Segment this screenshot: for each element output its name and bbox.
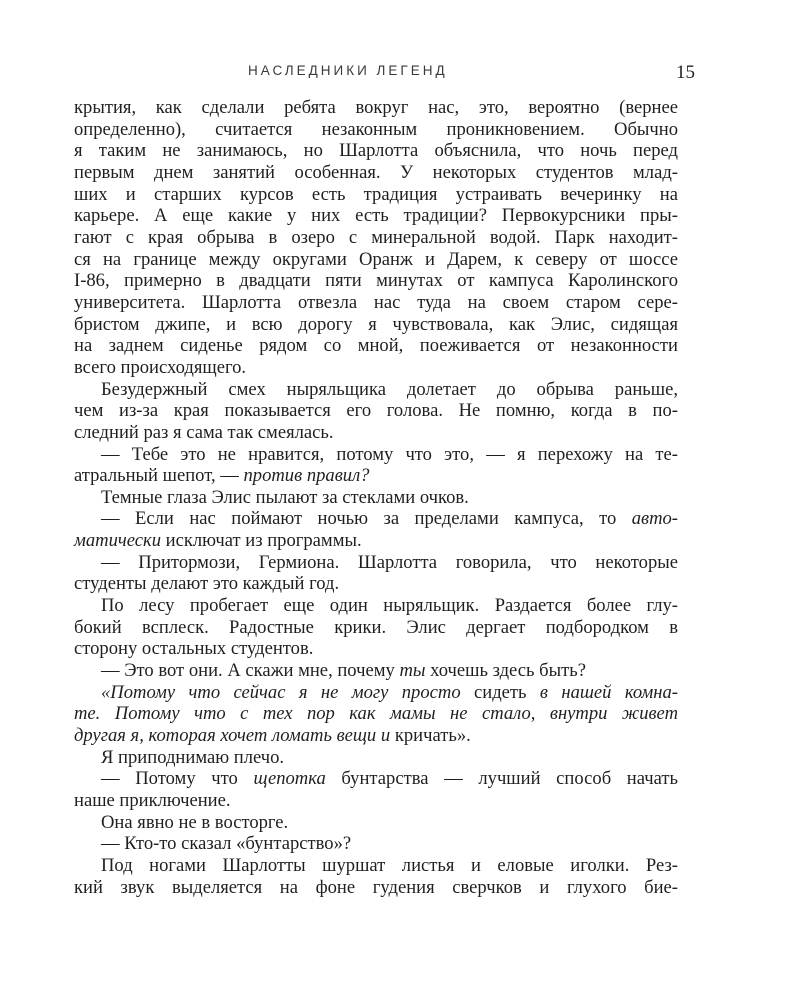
- text-run: — Если нас поймают ночью за пределами кампуса, то: [101, 508, 632, 530]
- text-line: чем из-за края показывается его голова. Не помню, когда в по-: [74, 400, 678, 422]
- italic-run: ты: [399, 660, 426, 682]
- italic-run: «Потому что сейчас я не могу просто: [101, 681, 475, 703]
- text-line: [74, 508, 678, 530]
- text-line: I-86, примерно в двадцати пяти минутах от кампуса Каролинского: [74, 270, 678, 292]
- text-line: бокий всплеск. Радостные крики. Элис дергает подбородком в: [74, 616, 678, 638]
- italic-run: против правил?: [243, 465, 370, 487]
- text-run: сидеть: [474, 681, 527, 703]
- text-line: сторону остальных студентов.: [74, 638, 314, 660]
- running-title: НАСЛЕДНИКИ ЛЕГЕНД: [248, 63, 448, 78]
- text-run: исключат из программы.: [161, 530, 362, 552]
- italic-run: матически: [74, 530, 162, 552]
- text-line: [74, 660, 678, 682]
- italic-run: щепотка: [253, 768, 326, 790]
- text-run: атральный шепот, —: [74, 465, 244, 487]
- italic-run: авто-: [631, 508, 678, 530]
- italic-run: в нашей комна-: [526, 681, 679, 703]
- text-line: Я приподнимаю плечо.: [101, 746, 285, 768]
- text-run: кричать: [394, 725, 457, 747]
- italic-run: те. Потому что с тех пор как мамы не стало, внутри живет: [74, 703, 678, 725]
- text-line: Темные глаза Элис пылают за стеклами очков.: [101, 486, 469, 508]
- text-line: первым днем занятий особенная. У некоторых студентов млад-: [74, 161, 678, 183]
- page-number: 15: [676, 62, 695, 83]
- text-line: я таким не занимаюсь, но Шарлотта объяснила, что ночь перед: [74, 140, 678, 162]
- text-line: следний раз я сама так смеялась.: [74, 421, 334, 443]
- text-line: По лесу пробегает еще один ныряльщик. Раздается более глу-: [101, 595, 678, 617]
- text-line: Под ногами Шарлотты шуршат листья и еловые иголки. Рез-: [101, 854, 678, 876]
- italic-run: другая я, которая хочет ломать вещи и: [74, 725, 395, 747]
- text-line: [74, 682, 678, 704]
- text-line: кий звук выделяется на фоне гудения сверчков и глухого бие-: [74, 876, 678, 898]
- text-line: — Тебе это не нравится, потому что это, — я перехожу на те-: [101, 443, 678, 465]
- text-run: ».: [456, 725, 471, 747]
- text-line: гают с края обрыва в озеро с минеральной водой. Парк находит-: [74, 226, 678, 248]
- text-line: [74, 768, 678, 790]
- body-text: [74, 97, 678, 898]
- text-line: наше приключение.: [74, 790, 231, 811]
- text-line: бристом джипе, и всю дорогу я чувствовала, как Элис, сидящая: [74, 313, 678, 335]
- text-line: [74, 703, 678, 725]
- text-line: на заднем сиденье рядом со мной, поеживается от незаконности: [74, 335, 678, 357]
- text-line: — Кто-то сказал «бунтарство»?: [101, 833, 352, 855]
- text-run: — Это вот они. А скажи мне, почему: [101, 660, 400, 682]
- text-line: Она явно не в восторге.: [101, 811, 289, 833]
- text-run: хочешь здесь быть?: [425, 660, 586, 682]
- text-line: крытия, как сделали ребята вокруг нас, это, вероятно (вернее: [74, 97, 678, 118]
- text-line: ших и старших курсов есть традиция устраивать вечеринку на: [74, 183, 678, 205]
- text-line: [74, 530, 678, 552]
- text-line: всего происходящего.: [74, 356, 247, 378]
- text-line: студенты делают это каждый год.: [74, 573, 340, 595]
- text-line: карьере. А еще какие у них есть традиции? Первокурсники пры-: [74, 205, 678, 227]
- text-line: определенно), считается незаконным проникновением. Обычно: [74, 118, 678, 140]
- text-line: — Притормози, Гермиона. Шарлотта говорила, что некоторые: [101, 551, 678, 573]
- text-line: [74, 725, 678, 747]
- text-line: Безудержный смех ныряльщика долетает до обрыва раньше,: [101, 378, 678, 400]
- text-line: университета. Шарлотта отвезла нас туда на своем старом сере-: [74, 291, 678, 313]
- text-run: — Потому что: [101, 768, 254, 790]
- text-line: [74, 465, 678, 487]
- text-run: бунтарства — лучший способ начать: [325, 768, 678, 790]
- text-line: ся на границе между округами Оранж и Дарем, к северу от шоссе: [74, 248, 678, 270]
